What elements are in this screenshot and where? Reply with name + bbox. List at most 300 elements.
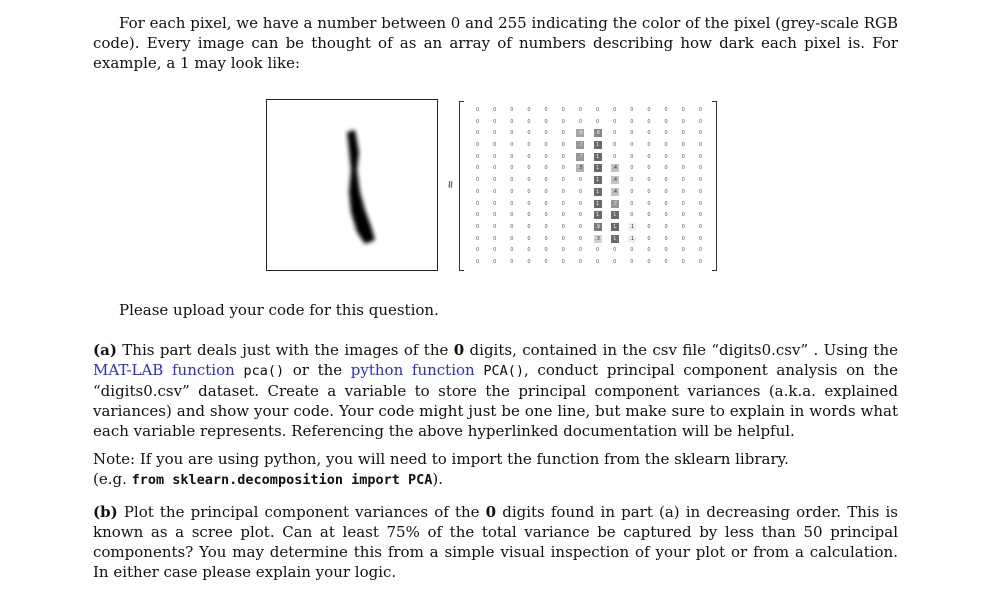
- matrix-cell: [589, 127, 606, 139]
- matrix-cell-value: 0: [493, 247, 497, 254]
- matrix-cell: [623, 209, 640, 221]
- matrix-cell-value: 0: [595, 106, 600, 113]
- matrix-cell: [520, 104, 537, 116]
- matrix-cell: [589, 116, 606, 128]
- matrix-cell-value: 0: [630, 106, 634, 113]
- matrix-cell-value: 0: [544, 106, 548, 113]
- matrix-cell-value: 0: [698, 200, 702, 207]
- matrix-cell: [623, 186, 640, 198]
- matrix-cell: [589, 104, 606, 116]
- matrix-cell-value: 1: [611, 223, 619, 231]
- matrix-cell: [606, 139, 623, 151]
- matrix-cell: [520, 245, 537, 257]
- matrix-cell-value: 0: [493, 188, 497, 195]
- matrix-cell: [692, 151, 709, 163]
- matrix-cell-value: 0: [681, 200, 685, 207]
- matrix-cell-value: 0: [493, 153, 497, 160]
- matrix-cell: [606, 256, 623, 268]
- matrix-cell: [538, 116, 555, 128]
- matrix-cell: [520, 256, 537, 268]
- matrix-cell: [692, 163, 709, 175]
- matrix-cell-value: 0: [664, 200, 668, 207]
- matrix-cell: [623, 127, 640, 139]
- matrix-cell: [486, 198, 503, 210]
- matrix-cell-value: 0: [510, 153, 514, 160]
- matrix-cell-value: 1: [594, 164, 602, 172]
- matrix-cell: [623, 245, 640, 257]
- matrix-cell-value: .7: [612, 200, 618, 207]
- matrix-cell-value: 0: [544, 223, 548, 230]
- matrix-cell: [555, 163, 572, 175]
- matrix-cell-value: 0: [527, 118, 531, 125]
- matrix-cell: [538, 127, 555, 139]
- matrix-cell: [538, 233, 555, 245]
- matrix-cell: [658, 151, 675, 163]
- matrix-cell: [520, 151, 537, 163]
- matrix-cell: [675, 163, 692, 175]
- matrix-cell-value: 0: [681, 188, 685, 195]
- matrix-cell-value: .7: [578, 153, 583, 160]
- matrix-cell: [572, 163, 589, 175]
- matrix-cell: [503, 233, 520, 245]
- matrix-cell: [538, 198, 555, 210]
- matrix-cell-value: 0: [475, 235, 480, 242]
- matrix-cell-value: 0: [561, 118, 565, 125]
- matrix-cell-value: 0: [630, 212, 634, 219]
- matrix-cell-value: 0: [527, 223, 531, 230]
- matrix-cell: [469, 174, 486, 186]
- matrix-cell-value: 0: [561, 106, 565, 113]
- matrix-cell-value: 0: [527, 106, 531, 113]
- matrix-cell: [486, 256, 503, 268]
- matrix-cell: [658, 186, 675, 198]
- matrix-cell: [675, 127, 692, 139]
- matrix-cell: [675, 256, 692, 268]
- matrix-cell: [486, 174, 503, 186]
- matrix-cell: [640, 104, 657, 116]
- matrix-cell: [606, 174, 623, 186]
- matrix-cell-value: 0: [510, 130, 514, 137]
- matrix-cell-value: 0: [527, 212, 531, 219]
- matrix-cell: [469, 151, 486, 163]
- matrix-cell-value: 0: [561, 153, 565, 160]
- matrix-cell-value: 0: [630, 130, 634, 137]
- matrix-cell-value: .6: [578, 130, 583, 137]
- matrix-cell: [572, 151, 589, 163]
- matrix-cell-value: 0: [647, 165, 651, 172]
- matrix-cell-value: 0: [647, 212, 651, 219]
- matrix-cell: [555, 245, 572, 257]
- matrix-cell: [572, 256, 589, 268]
- matrix-cell-value: 0: [630, 259, 634, 266]
- note-post: ).: [432, 470, 443, 488]
- matrix-cell-value: 0: [561, 165, 565, 172]
- matrix-cell-value: 0: [630, 153, 634, 160]
- matrix-cell-value: 0: [698, 259, 702, 266]
- matrix-cell: [503, 256, 520, 268]
- matrix-cell-value: 0: [647, 259, 651, 266]
- part-a-label: (a): [93, 341, 117, 359]
- matrix-cell: [589, 233, 606, 245]
- matrix-cell: [692, 245, 709, 257]
- matrix-cell: [692, 127, 709, 139]
- matrix-cell: [675, 221, 692, 233]
- matrix-cell-value: 1: [611, 211, 619, 219]
- matrix-cell: [658, 104, 675, 116]
- matrix-cell-value: 0: [578, 223, 582, 230]
- matrix-cell-value: 0: [613, 118, 617, 125]
- matrix-cell-value: 0: [527, 141, 531, 148]
- matrix-cell-value: 0: [698, 130, 702, 137]
- matrix-cell-value: 0: [544, 188, 548, 195]
- matrix-cell-value: 0: [510, 235, 514, 242]
- matrix-cell-value: 0: [493, 212, 497, 219]
- matrix-cell: [469, 209, 486, 221]
- matrix-cell-value: 0: [510, 106, 514, 113]
- matrix-cell-value: 0: [493, 200, 497, 207]
- matrix-cell-value: 0: [493, 235, 497, 242]
- intro-paragraph: [93, 13, 898, 73]
- matrix-cell: [692, 221, 709, 233]
- matrix-cell: [486, 139, 503, 151]
- matrix-cell-value: 0: [578, 259, 582, 266]
- intro-text: For each pixel, we have a number between 0 and 255 indicating the color of the pixel (grey-scale RGB code). Every image can be thought of as an array of numbers describing how dark each pixel is. For example, a 1 may look like:: [93, 14, 898, 72]
- matrix-cell: [606, 151, 623, 163]
- matrix-cell: [606, 104, 623, 116]
- matrix-cell-value: 0: [698, 188, 702, 195]
- approx-symbol: ≈: [444, 179, 458, 190]
- matrix-cell-value: 0: [647, 188, 651, 195]
- matrix-cell-value: 0: [561, 212, 565, 219]
- matrix-cell-value: 0: [527, 188, 531, 195]
- matrix-cell: [675, 198, 692, 210]
- matrix-cell-value: 0: [698, 223, 702, 230]
- matrix-cell-value: 0: [681, 153, 685, 160]
- matrix-cell: [623, 151, 640, 163]
- matrix-cell-value: 0: [664, 177, 668, 184]
- matrix-cell-value: 0: [664, 247, 668, 254]
- matrix-cell-value: 0: [475, 212, 480, 219]
- matrix-cell-value: 0: [613, 130, 617, 137]
- matrix-cell-value: 0: [630, 177, 634, 184]
- matrix-cell-value: 0: [647, 200, 651, 207]
- matrix-cell-value: 0: [527, 130, 531, 137]
- matrix-cell: [486, 186, 503, 198]
- matrix-cell-value: 0: [681, 259, 685, 266]
- matrix-cell: [469, 256, 486, 268]
- matrix-cell: [589, 256, 606, 268]
- matrix-cell: [675, 174, 692, 186]
- matrix-cell-value: 0: [493, 177, 497, 184]
- matrix-cell: [606, 209, 623, 221]
- matrix-cell: [538, 104, 555, 116]
- matrix-cell: [469, 127, 486, 139]
- matrix-cell: [469, 221, 486, 233]
- matrix-cell-value: 1: [594, 176, 602, 184]
- matrix-cell: [589, 198, 606, 210]
- pca-code: pca(): [243, 363, 285, 379]
- matrix-cell: [675, 139, 692, 151]
- matrix-cell: [538, 221, 555, 233]
- matrix-cell-value: .4: [612, 177, 618, 184]
- matrix-cell-value: 0: [681, 118, 685, 125]
- matrix-cell-value: 0: [561, 188, 565, 195]
- matrix-cell-value: 0: [510, 188, 514, 195]
- matrix-cell-value: 0: [664, 141, 668, 148]
- matrix-cell: [589, 139, 606, 151]
- matrix-cell: [675, 186, 692, 198]
- matrix-cell-value: 0: [510, 141, 514, 148]
- matrix-cell: [538, 151, 555, 163]
- matrix-cell-value: 0: [561, 141, 565, 148]
- matrix-cell-value: 0: [544, 141, 548, 148]
- matrix-cell-value: 0: [664, 165, 668, 172]
- matrix-cell-value: 0: [595, 247, 600, 254]
- matrix-cell-value: .7: [578, 141, 583, 148]
- matrix-cell: [555, 127, 572, 139]
- matrix-cell: [555, 186, 572, 198]
- matrix-cell: [555, 209, 572, 221]
- matrix-cell-value: 0: [475, 106, 480, 113]
- matrix-cell: [555, 104, 572, 116]
- matrix-cell: [520, 186, 537, 198]
- matrix-cell: [640, 163, 657, 175]
- matrix-cell-value: 0: [510, 200, 514, 207]
- matrix-cell: [520, 209, 537, 221]
- matrix-cell: [469, 104, 486, 116]
- matrix-cell-value: 0: [578, 177, 582, 184]
- part-a-text-2: digits, contained in the csv file “digits0.csv” . Using the: [464, 341, 898, 359]
- matrix-cell-value: 0: [664, 223, 668, 230]
- matrix-cell: [503, 127, 520, 139]
- matrix-cell: [606, 198, 623, 210]
- matrix-cell: [486, 245, 503, 257]
- note-import-code: from sklearn.decomposition import PCA: [131, 472, 433, 488]
- matrix-cell-value: 0: [647, 223, 651, 230]
- matrix-cell: [486, 221, 503, 233]
- matrix-cell-value: 0: [647, 141, 651, 148]
- matrix-cell-value: 0: [544, 259, 548, 266]
- matrix-cell-value: 0: [664, 106, 668, 113]
- matrix-cell: [503, 209, 520, 221]
- matrix-cell: [640, 186, 657, 198]
- part-b-paragraph: [93, 502, 898, 582]
- matrix-cell: [658, 127, 675, 139]
- matrix-cell: [692, 256, 709, 268]
- matrix-cell-value: 0: [613, 259, 617, 266]
- matrix-cell: [623, 174, 640, 186]
- matrix-cell: [692, 104, 709, 116]
- matrix-cell-value: 0: [613, 141, 617, 148]
- matrix-cell-value: 0: [527, 247, 531, 254]
- matrix-cell: [469, 233, 486, 245]
- matrix-cell: [469, 139, 486, 151]
- matrix-cell: [572, 139, 589, 151]
- matrix-cell: [469, 186, 486, 198]
- matrix-cell-value: 0: [475, 130, 480, 137]
- matrix-cell: [555, 198, 572, 210]
- matrix-cell: [469, 198, 486, 210]
- matrix-cell-value: 0: [527, 153, 531, 160]
- matrix-cell: [692, 209, 709, 221]
- matrix-cell: [658, 174, 675, 186]
- matrix-cell: [623, 163, 640, 175]
- matrix-cell-value: .3: [595, 235, 600, 242]
- matrix-cell: [503, 116, 520, 128]
- matrix-cell-value: 0: [544, 153, 548, 160]
- matrix-left-bracket: [459, 101, 464, 271]
- matrix-cell: [555, 174, 572, 186]
- matlab-function-link[interactable]: MAT-LAB function: [93, 361, 235, 379]
- matrix-cell: [520, 116, 537, 128]
- matrix-cell-value: 0: [664, 212, 668, 219]
- matrix-cell-value: 0: [493, 259, 497, 266]
- matrix-cell-value: 0: [698, 165, 702, 172]
- matrix-cell-value: 1: [611, 235, 619, 243]
- matrix-cell-value: 0: [561, 259, 565, 266]
- matrix-cell: [675, 245, 692, 257]
- note-line-2: [93, 469, 898, 490]
- matrix-cell: [640, 174, 657, 186]
- pca-class-code: PCA(): [483, 363, 524, 379]
- matrix-cell: [606, 116, 623, 128]
- matrix-cell: [640, 221, 657, 233]
- matrix-cell: [520, 139, 537, 151]
- matrix-cell: [640, 209, 657, 221]
- matrix-cell-value: 0: [664, 259, 668, 266]
- matrix-cell-value: 0: [561, 223, 565, 230]
- matrix-cell-value: .4: [612, 165, 618, 172]
- upload-note: [119, 300, 819, 320]
- matrix-cell-value: 0: [561, 177, 565, 184]
- matrix-cell-value: 0: [698, 177, 702, 184]
- matrix-cell-value: 0: [475, 188, 480, 195]
- matrix-cell: [675, 233, 692, 245]
- matrix-cell-value: 0: [493, 223, 497, 230]
- matrix-cell-value: 0: [544, 200, 548, 207]
- matrix-cell: [572, 198, 589, 210]
- matrix-cell: [469, 163, 486, 175]
- matrix-cell-value: 0: [510, 212, 514, 219]
- matrix-cell: [503, 139, 520, 151]
- matrix-cell-value: 0: [681, 223, 685, 230]
- matrix-cell-value: 0: [544, 212, 548, 219]
- matrix-cell-value: 0: [510, 259, 514, 266]
- matrix-cell-value: 0: [664, 235, 668, 242]
- matrix-cell: [606, 163, 623, 175]
- matrix-cell: [589, 174, 606, 186]
- matrix-cell-value: 0: [475, 223, 480, 230]
- matrix-cell: [606, 233, 623, 245]
- matrix-cell-value: 0: [698, 247, 702, 254]
- note-pre: (e.g.: [93, 470, 132, 488]
- matrix-cell: [606, 127, 623, 139]
- matrix-cell-value: 0: [595, 118, 600, 125]
- matrix-cell-value: 0: [527, 165, 531, 172]
- matrix-cell-value: 0: [630, 165, 634, 172]
- matrix-grid: [469, 104, 709, 268]
- matrix-cell-value: 1: [594, 200, 602, 208]
- matrix-cell-value: 0: [664, 130, 668, 137]
- python-function-link[interactable]: python function: [350, 361, 475, 379]
- matrix-cell: [486, 104, 503, 116]
- matrix-cell: [469, 245, 486, 257]
- matrix-cell: [675, 104, 692, 116]
- matrix-cell: [623, 198, 640, 210]
- matrix-cell: [572, 174, 589, 186]
- matrix-cell-value: 0: [544, 118, 548, 125]
- matrix-cell: [606, 245, 623, 257]
- matrix-cell-value: 0: [681, 177, 685, 184]
- matrix-cell-value: 0: [578, 235, 582, 242]
- matrix-cell-value: .5: [578, 165, 583, 172]
- matrix-cell-value: 0: [493, 106, 497, 113]
- matrix-cell: [538, 163, 555, 175]
- matrix-cell-value: 0: [561, 200, 565, 207]
- part-b-bold-zero: 0: [485, 503, 497, 521]
- matrix-cell-value: 0: [578, 106, 582, 113]
- matrix-cell: [692, 233, 709, 245]
- matrix-cell-value: 0: [647, 177, 651, 184]
- matrix-right-bracket: [712, 101, 717, 271]
- matrix-cell-value: 0: [544, 165, 548, 172]
- matrix-cell: [486, 163, 503, 175]
- matrix-cell: [469, 116, 486, 128]
- matrix-cell: [692, 116, 709, 128]
- matrix-cell-value: 0: [681, 165, 685, 172]
- matrix-cell-value: 0: [613, 153, 617, 160]
- matrix-cell-value: 0: [595, 259, 600, 266]
- matrix-cell-value: 0: [698, 118, 702, 125]
- matrix-cell: [658, 221, 675, 233]
- matrix-cell: [555, 256, 572, 268]
- matrix-cell: [520, 198, 537, 210]
- matrix-cell: [538, 186, 555, 198]
- matrix-cell: [555, 221, 572, 233]
- matrix-cell-value: 0: [544, 177, 548, 184]
- part-a-bold-zero: 0: [453, 341, 465, 359]
- matrix-cell-value: 0: [493, 141, 497, 148]
- matrix-cell-value: 0: [544, 130, 548, 137]
- matrix-cell-value: 0: [510, 118, 514, 125]
- matrix-cell: [538, 174, 555, 186]
- matrix-cell: [503, 151, 520, 163]
- handwritten-one-glyph: [267, 100, 437, 270]
- matrix-cell-value: 0: [493, 118, 497, 125]
- matrix-cell-value: 0: [630, 188, 634, 195]
- matrix-cell: [692, 139, 709, 151]
- matrix-cell: [555, 151, 572, 163]
- matrix-cell-value: 0: [527, 177, 531, 184]
- matrix-cell: [623, 233, 640, 245]
- matrix-cell: [658, 139, 675, 151]
- matrix-cell-value: .1: [629, 223, 635, 230]
- matrix-cell: [520, 174, 537, 186]
- matrix-cell-value: 0: [698, 153, 702, 160]
- matrix-cell: [503, 163, 520, 175]
- matrix-cell: [658, 233, 675, 245]
- matrix-cell-value: .1: [629, 235, 635, 242]
- matrix-cell-value: 0: [475, 247, 480, 254]
- matrix-cell-value: .4: [612, 188, 618, 195]
- matrix-cell: [503, 245, 520, 257]
- matrix-cell: [589, 163, 606, 175]
- matrix-cell: [572, 221, 589, 233]
- matrix-cell: [692, 198, 709, 210]
- matrix-cell: [520, 233, 537, 245]
- note-line-1: Note: If you are using python, you will need to import the function from the sklearn library.: [93, 450, 789, 468]
- matrix-cell: [658, 256, 675, 268]
